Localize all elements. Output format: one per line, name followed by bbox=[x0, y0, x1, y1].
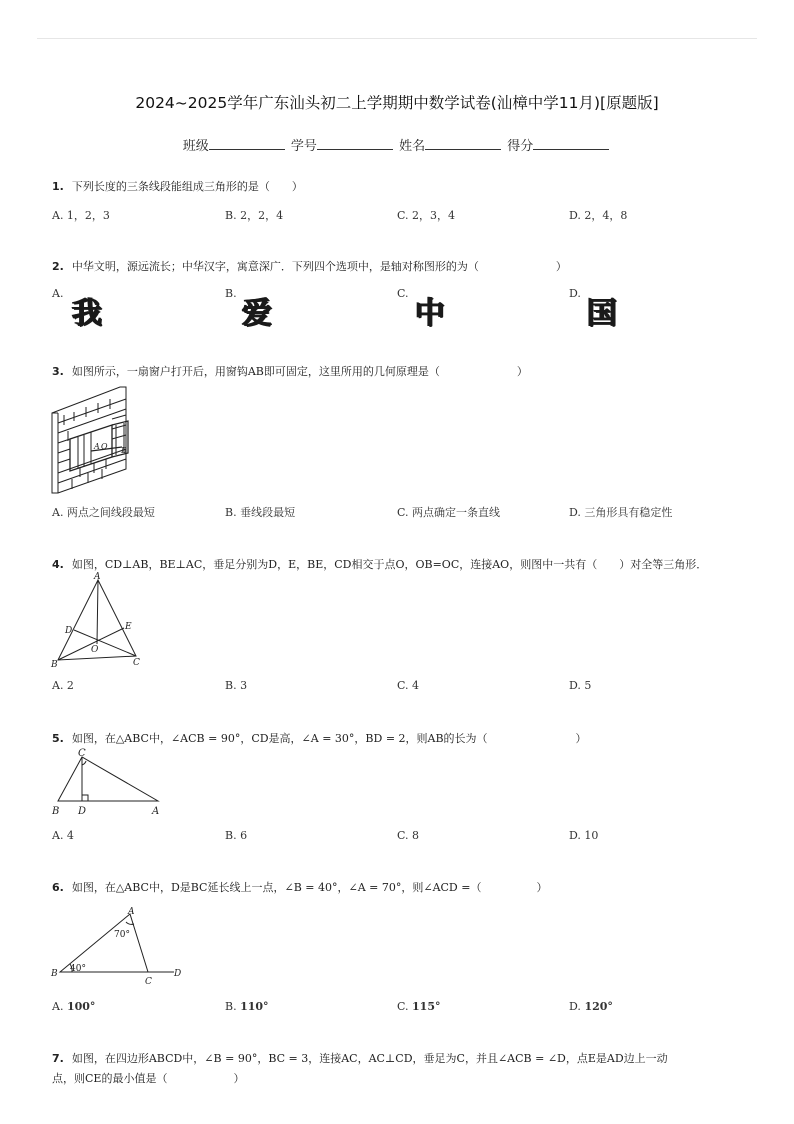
q3-option-c[interactable]: C. 两点确定一条直线 bbox=[397, 506, 501, 519]
q5-option-d[interactable]: D. 10 bbox=[569, 829, 599, 842]
question-number: 4. bbox=[52, 558, 64, 571]
question-7-continued bbox=[52, 1069, 244, 1089]
q2-option-b[interactable]: B. bbox=[225, 287, 237, 300]
score-blank bbox=[533, 137, 609, 150]
name-label: 姓名 bbox=[399, 139, 426, 154]
q1-option-c[interactable]: C. 2，3，4 bbox=[397, 209, 456, 222]
label-e: E bbox=[125, 622, 132, 632]
q3-option-b[interactable]: B. 垂线段最短 bbox=[225, 506, 296, 519]
score-label: 得分 bbox=[507, 139, 534, 154]
question-text: 中华文明，源远流长；中华汉字，寓意深广．下列四个选项中，是轴对称图形的为（ ） bbox=[71, 260, 567, 273]
label-d: D bbox=[78, 806, 87, 817]
question-text-line-2: 点，则CE的最小值是（ ） bbox=[52, 1072, 245, 1085]
label-a: A bbox=[152, 806, 160, 817]
exam-title: 2024~2025学年广东汕头初二上学期期中数学试卷(汕樟中学11月)[原题版] bbox=[135, 94, 659, 112]
question-text: 如图，在四边形ABCD中，∠B = 90°，BC = 3，连接AC，AC⊥CD，垂足为C，并且∠ACB = ∠D，点E是AD边上一动 bbox=[71, 1052, 668, 1065]
label-c: C bbox=[133, 658, 140, 668]
q6-option-c[interactable]: C. 115° bbox=[397, 1000, 441, 1013]
name-blank bbox=[425, 137, 501, 150]
window-figure bbox=[50, 385, 132, 495]
question-text: 如图所示，一扇窗户打开后，用窗钩AB即可固定，这里所用的几何原理是（ ） bbox=[71, 365, 528, 378]
triangle-figure-q4 bbox=[48, 570, 148, 670]
q1-option-b[interactable]: B. 2，2，4 bbox=[225, 209, 284, 222]
label-b: B bbox=[51, 660, 58, 670]
label-d: D bbox=[174, 969, 182, 979]
q6-option-a[interactable]: A. 100° bbox=[52, 1000, 96, 1013]
q2-option-c[interactable]: C. bbox=[397, 287, 409, 300]
q6-option-d[interactable]: D. 120° bbox=[569, 1000, 613, 1013]
label-a: A bbox=[94, 442, 100, 451]
question-1 bbox=[52, 177, 303, 197]
label-a: A bbox=[94, 572, 101, 582]
label-b: B bbox=[51, 969, 58, 979]
class-label: 班级 bbox=[182, 139, 209, 154]
question-3 bbox=[52, 362, 528, 382]
question-text: 如图，CD⊥AB，BE⊥AC，垂足分别为D，E，BE，CD相交于点O，OB=OC，连接AO，则图中一共有（ ）对全等三角形． bbox=[71, 558, 708, 571]
question-number: 2. bbox=[52, 260, 64, 273]
q5-option-a[interactable]: A. 4 bbox=[52, 829, 74, 842]
triangle-figure-q5 bbox=[48, 745, 168, 817]
id-label: 学号 bbox=[290, 139, 317, 154]
q5-option-c[interactable]: C. 8 bbox=[397, 829, 420, 842]
label-c: C bbox=[78, 748, 86, 759]
q2-option-a[interactable]: A. bbox=[52, 287, 64, 300]
q1-option-d[interactable]: D. 2，4，8 bbox=[569, 209, 628, 222]
question-text: 下列长度的三条线段能组成三角形的是（ ） bbox=[71, 180, 303, 193]
question-4 bbox=[52, 555, 707, 575]
glyph-wo: 我 bbox=[72, 296, 101, 331]
question-number: 1. bbox=[52, 180, 64, 193]
q3-option-d[interactable]: D. 三角形具有稳定性 bbox=[569, 506, 673, 519]
question-7 bbox=[52, 1049, 668, 1069]
label-c: C bbox=[145, 977, 152, 987]
angle-b-label: 40° bbox=[70, 964, 86, 974]
q6-option-b[interactable]: B. 110° bbox=[225, 1000, 269, 1013]
question-text: 如图，在△ABC中，∠ACB = 90°，CD是高，∠A = 30°，BD = 2，则AB的长为（ ） bbox=[71, 732, 587, 745]
q4-option-b[interactable]: B. 3 bbox=[225, 679, 248, 692]
question-2 bbox=[52, 257, 567, 277]
question-6 bbox=[52, 878, 547, 898]
glyph-guo: 国 bbox=[587, 296, 616, 331]
class-blank bbox=[209, 137, 285, 150]
question-number: 6. bbox=[52, 881, 64, 894]
q4-option-d[interactable]: D. 5 bbox=[569, 679, 592, 692]
label-b: B bbox=[121, 446, 127, 455]
question-text: 如图，在△ABC中，D是BC延长线上一点，∠B = 40°，∠A = 70°，则∠ACD =（ ） bbox=[71, 881, 548, 894]
question-number: 5. bbox=[52, 732, 64, 745]
top-divider bbox=[37, 38, 757, 39]
label-o: O bbox=[101, 442, 108, 451]
glyph-zhong: 中 bbox=[415, 296, 444, 331]
label-a: A bbox=[128, 907, 135, 917]
label-o: O bbox=[91, 645, 99, 655]
q3-option-a[interactable]: A. 两点之间线段最短 bbox=[52, 506, 155, 519]
q4-option-a[interactable]: A. 2 bbox=[52, 679, 74, 692]
id-blank bbox=[317, 137, 393, 150]
q4-option-c[interactable]: C. 4 bbox=[397, 679, 420, 692]
triangle-figure-q6 bbox=[48, 902, 188, 990]
q1-option-a[interactable]: A. 1，2，3 bbox=[52, 209, 110, 222]
question-number: 7. bbox=[52, 1052, 64, 1065]
student-info-row bbox=[0, 135, 794, 154]
glyph-ai: 爱 bbox=[242, 296, 271, 331]
q2-option-d[interactable]: D. bbox=[569, 287, 581, 300]
angle-a-label: 70° bbox=[114, 930, 130, 940]
label-d: D bbox=[65, 626, 73, 636]
label-b: B bbox=[52, 806, 60, 817]
question-number: 3. bbox=[52, 365, 64, 378]
q5-option-b[interactable]: B. 6 bbox=[225, 829, 248, 842]
